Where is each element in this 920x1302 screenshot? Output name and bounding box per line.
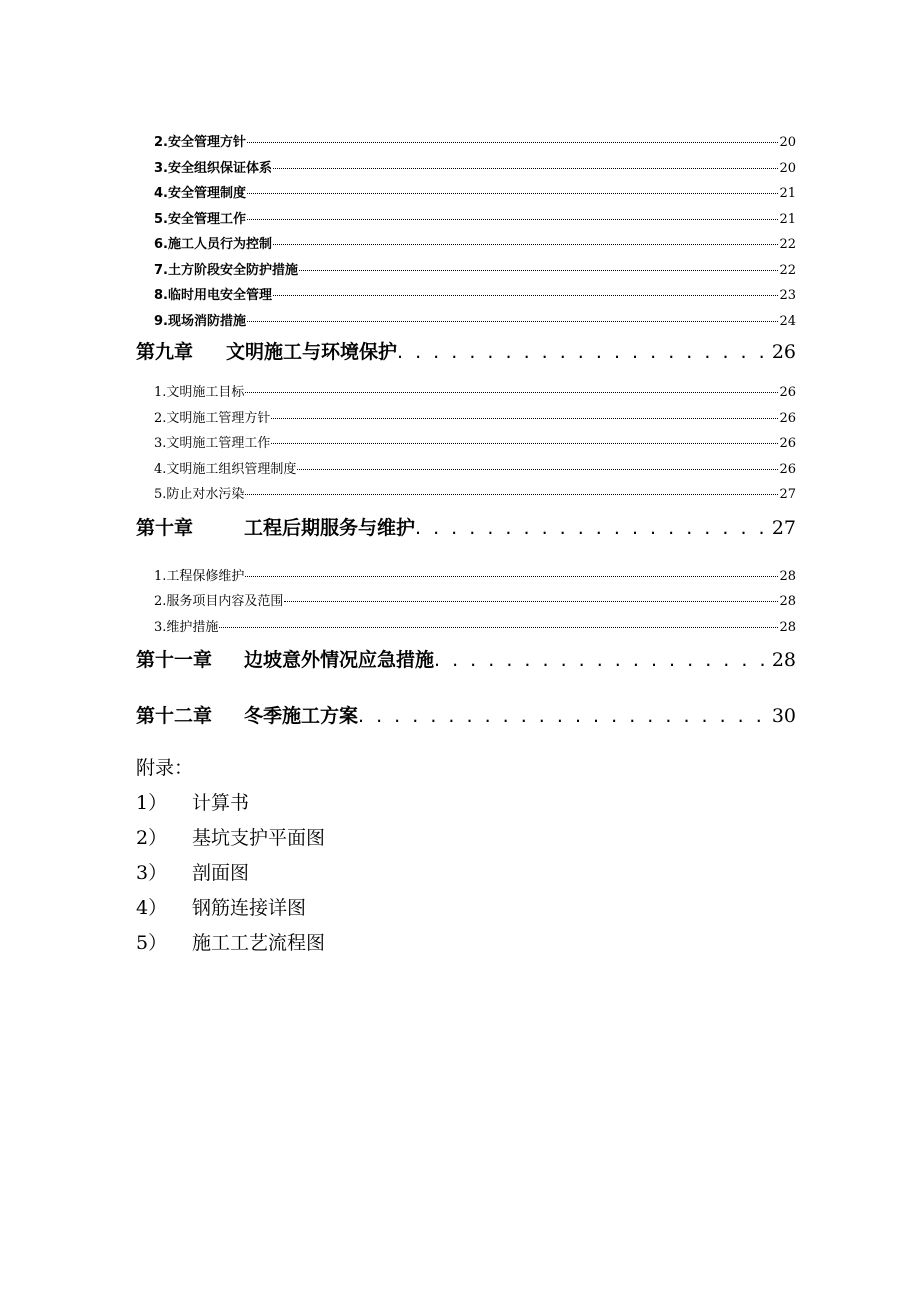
toc-entry-page: 22	[779, 237, 796, 252]
toc-entry-label: 7.土方阶段安全防护措施	[154, 262, 298, 278]
dot-leader	[247, 219, 778, 220]
chapter-title: 边坡意外情况应急措施	[244, 649, 435, 671]
toc-entry[interactable]	[136, 310, 796, 336]
toc-entry-page: 22	[779, 262, 796, 278]
appendix-item-text: 剖面图	[192, 862, 250, 884]
toc-entry-page: 28	[779, 568, 796, 584]
toc-entry-label: 3.文明施工管理工作	[154, 436, 271, 451]
dot-leader	[271, 443, 778, 444]
toc-entry[interactable]	[136, 616, 796, 642]
appendix-item-text: 钢筋连接详图	[192, 897, 307, 919]
toc-entry-page: 27	[779, 487, 796, 502]
chapter-title: 文明施工与环境保护	[226, 341, 398, 363]
toc-entry[interactable]	[136, 483, 796, 509]
table-of-contents	[136, 131, 796, 963]
dot-leader	[297, 469, 778, 470]
dot-leader	[273, 295, 778, 296]
chapter-number: 第十一章	[136, 649, 213, 671]
toc-entry-page: 21	[779, 211, 796, 227]
toc-chapter-10[interactable]	[136, 513, 796, 565]
dot-leader	[397, 341, 772, 363]
appendix-item-text: 施工工艺流程图	[192, 932, 326, 954]
toc-entry[interactable]	[136, 565, 796, 591]
chapter-page: 30	[771, 705, 796, 727]
toc-entry-label: 4.安全管理制度	[154, 186, 246, 201]
appendix-item-index: 4）	[136, 897, 168, 919]
chapter-page: 28	[771, 649, 796, 671]
dot-leader	[299, 270, 778, 271]
toc-entry-label: 2.文明施工管理方针	[154, 410, 271, 426]
dot-leader	[247, 321, 778, 322]
toc-entry-page: 26	[779, 436, 796, 451]
dot-leader	[284, 601, 778, 602]
dot-leader	[434, 649, 772, 671]
toc-entry-page: 26	[779, 410, 796, 426]
chapter-page: 26	[771, 341, 796, 363]
toc-entry-page: 26	[779, 461, 796, 477]
chapter-title: 冬季施工方案	[244, 705, 359, 727]
dot-leader	[415, 517, 772, 539]
toc-entry-label: 3.维护措施	[154, 619, 219, 635]
chapter-title: 工程后期服务与维护	[244, 516, 416, 539]
dot-leader	[247, 142, 778, 143]
appendix-item[interactable]	[136, 928, 796, 963]
toc-entry[interactable]	[136, 259, 796, 285]
toc-entry[interactable]	[136, 233, 796, 259]
appendix-item-text: 计算书	[192, 792, 250, 814]
toc-entry-label: 1.工程保修维护	[154, 568, 245, 584]
toc-entry[interactable]	[136, 432, 796, 458]
dot-leader	[245, 392, 778, 393]
toc-chapter-11[interactable]	[136, 645, 796, 697]
chapter-number: 第十二章	[136, 705, 213, 727]
toc-entry[interactable]	[136, 381, 796, 407]
chapter-number: 第九章	[136, 341, 194, 363]
appendix-item-text: 基坑支护平面图	[192, 827, 326, 849]
appendix-item[interactable]	[136, 788, 796, 823]
dot-leader	[273, 244, 778, 245]
toc-entry-page: 20	[779, 135, 796, 150]
toc-entry-label: 5.安全管理工作	[154, 211, 246, 227]
toc-entry-page: 24	[779, 313, 796, 329]
toc-entry-label: 8.临时用电安全管理	[154, 288, 272, 303]
chapter-number: 第十章	[136, 516, 194, 539]
dot-leader	[358, 705, 772, 727]
appendix-item-index: 1）	[136, 792, 168, 814]
appendix-title: 附录：	[136, 757, 194, 779]
dot-leader	[273, 168, 778, 169]
toc-entry[interactable]	[136, 284, 796, 310]
chapter-page: 27	[771, 516, 796, 539]
toc-entry-page: 21	[779, 186, 796, 201]
dot-leader	[247, 193, 778, 194]
dot-leader	[271, 418, 778, 419]
toc-entry[interactable]	[136, 458, 796, 484]
appendix-item-index: 2）	[136, 827, 168, 849]
toc-entry-label: 2.服务项目内容及范围	[154, 594, 284, 609]
toc-entry-page: 23	[779, 288, 796, 303]
appendix-item[interactable]	[136, 858, 796, 893]
toc-entry-page: 20	[779, 160, 796, 176]
toc-entry-page: 28	[779, 594, 796, 609]
dot-leader	[245, 576, 778, 577]
appendix-item-index: 5）	[136, 932, 168, 954]
toc-entry-label: 3.安全组织保证体系	[154, 160, 272, 176]
toc-entry-label: 2.安全管理方针	[154, 135, 246, 150]
dot-leader	[245, 494, 778, 495]
appendix-item[interactable]	[136, 893, 796, 928]
toc-chapter-12[interactable]	[136, 701, 796, 753]
toc-entry-page: 26	[779, 385, 796, 400]
toc-entry-page: 28	[779, 619, 796, 635]
toc-entry[interactable]	[136, 131, 796, 157]
dot-leader	[219, 627, 778, 628]
toc-chapter-9[interactable]	[136, 337, 796, 381]
toc-entry-label: 9.现场消防措施	[154, 313, 246, 329]
appendix-item[interactable]	[136, 823, 796, 858]
appendix	[136, 753, 796, 963]
toc-entry[interactable]	[136, 590, 796, 616]
toc-entry-label: 1.文明施工目标	[154, 385, 245, 400]
toc-entry-label: 4.文明施工组织管理制度	[154, 461, 297, 477]
toc-entry[interactable]	[136, 182, 796, 208]
toc-entry[interactable]	[136, 407, 796, 433]
toc-entry-label: 6.施工人员行为控制	[154, 237, 272, 252]
toc-entry[interactable]	[136, 208, 796, 234]
appendix-item-index: 3）	[136, 862, 168, 884]
toc-entry[interactable]	[136, 157, 796, 183]
toc-entry-label: 5.防止对水污染	[154, 487, 245, 502]
